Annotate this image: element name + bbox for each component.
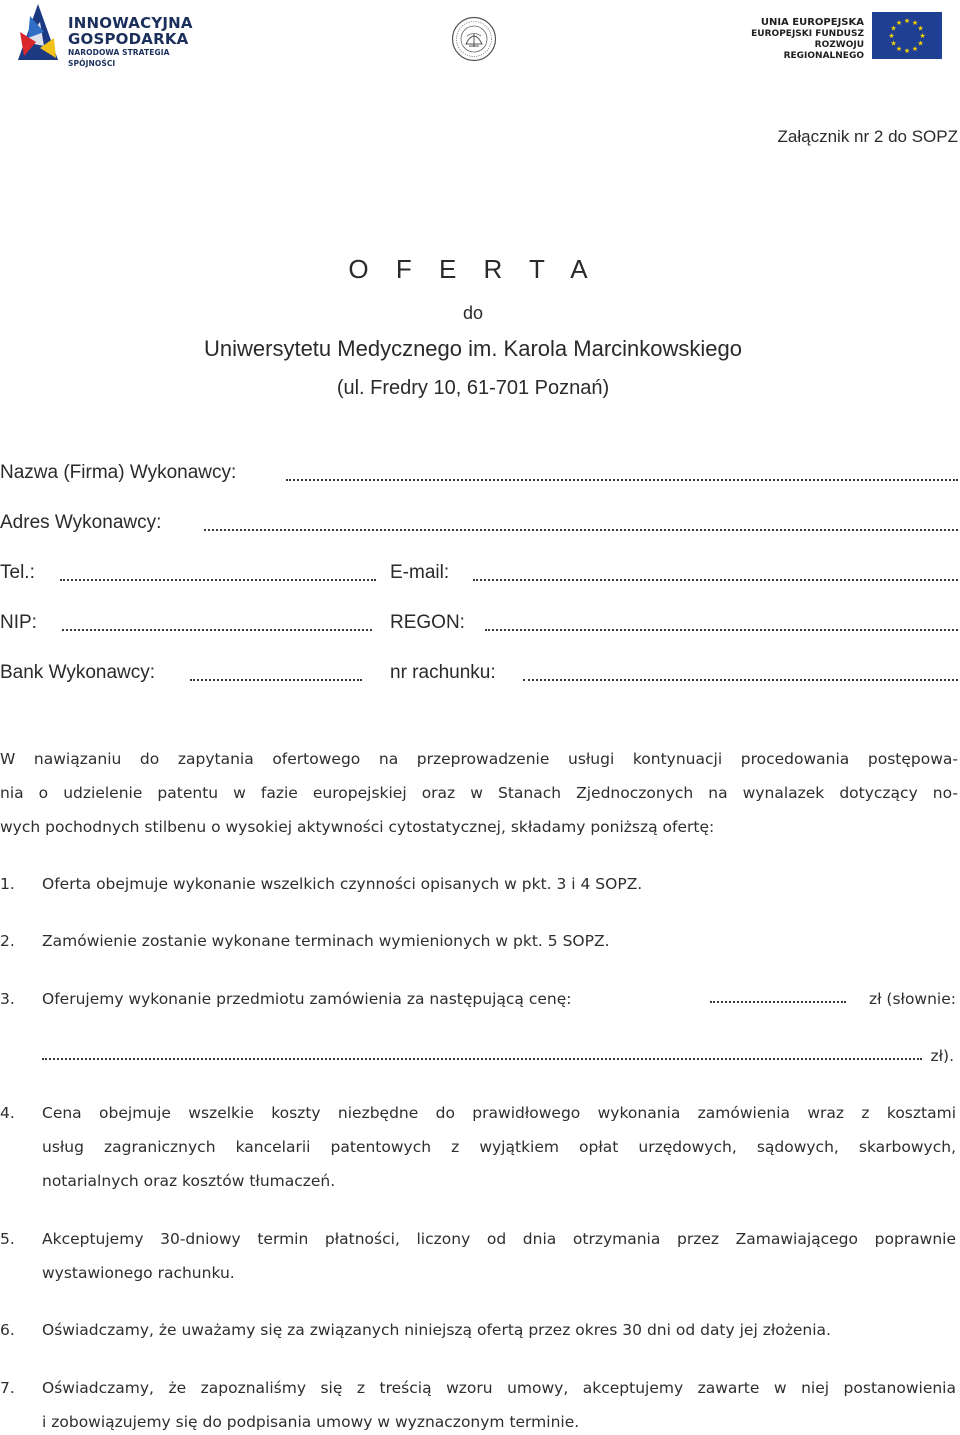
svg-text:★: ★ (911, 45, 919, 53)
regon-label: REGON: (390, 612, 465, 633)
bank-label: Bank Wykonawcy: (0, 662, 156, 683)
svg-text:★: ★ (895, 45, 903, 53)
intro-paragraph (0, 742, 958, 844)
university-address: (ul. Fredry 10, 61-701 Poznań) (336, 377, 610, 399)
ig-logo-line1: INNOWACYJNA (68, 14, 193, 32)
account-number-label: nr rachunku: (390, 662, 496, 683)
item-text: Oferujemy wykonanie przedmiotu zamówienia za następującą cenę: (42, 990, 572, 1008)
email-label: E-mail: (390, 562, 450, 583)
svg-text:★: ★ (911, 19, 919, 27)
item-number: 3. (0, 990, 15, 1008)
item-number: 4. (0, 1104, 15, 1122)
item-number: 6. (0, 1321, 15, 1339)
svg-text:★: ★ (903, 17, 911, 25)
svg-text:★: ★ (917, 39, 924, 48)
nip-label: NIP: (0, 612, 37, 633)
item-text: i zobowiązujemy się do podpisania umowy w wyznaczonym terminie. (42, 1413, 580, 1431)
svg-text:★: ★ (890, 24, 897, 33)
nip-field[interactable] (62, 628, 372, 631)
item-text: Cena obejmuje wszelkie koszty niezbędne do prawidłowego wykonania zamówienia wraz z kosztami (42, 1104, 956, 1122)
title-do: do (462, 303, 484, 323)
contractor-name-field[interactable] (286, 478, 958, 481)
item-text: Oferta obejmuje wykonanie wszelkich czynności opisanych w pkt. 3 i 4 SOPZ. (42, 875, 643, 893)
intro-line: wych pochodnych stilbenu o wysokiej aktywności cytostatycznej, składamy poniższą ofertę: (0, 818, 715, 836)
contractor-address-label: Adres Wykonawcy: (0, 512, 162, 533)
university-name: Uniwersytetu Medycznego im. Karola Marcinkowskiego (204, 336, 742, 361)
svg-text:★: ★ (888, 32, 895, 40)
innowacyjna-gospodarka-logo (14, 2, 204, 68)
account-number-field[interactable] (523, 678, 958, 681)
eu-logo-line3: ROZWOJU REGIONALNEGO (783, 40, 864, 61)
email-field[interactable] (473, 578, 958, 581)
page-header (0, 0, 960, 70)
price-currency-close: zł). (930, 1047, 954, 1065)
item-text: Oświadczamy, że zapoznaliśmy się z treścią wzoru umowy, akceptujemy zawarte w niej postanowienia (42, 1379, 956, 1397)
intro-line: nia o udzielenie patentu w fazie europejskiej oraz w Stanach Zjednoczonych na wynalazek dotyczący no- (0, 784, 958, 802)
svg-text:★: ★ (890, 39, 897, 48)
price-words-label: zł (słownie: (868, 990, 956, 1008)
svg-text:★: ★ (917, 24, 924, 33)
university-seal-icon (451, 16, 497, 62)
eu-fund-logo (742, 12, 944, 60)
contractor-address-field[interactable] (204, 528, 958, 531)
item-text: Akceptujemy 30-dniowy termin płatności, liczony od dnia otrzymania przez Zamawiającego poprawnie (42, 1230, 956, 1248)
item-number: 2. (0, 932, 15, 950)
eu-logo-line1: UNIA EUROPEJSKA (760, 17, 864, 28)
item-text: notarialnych oraz kosztów tłumaczeń. (42, 1172, 336, 1190)
innowacyjna-gospodarka-emblem (14, 2, 62, 62)
price-field[interactable] (710, 1000, 846, 1003)
tel-field[interactable] (60, 578, 376, 581)
item-text: usług zagranicznych kancelarii patentowych z wyjątkiem opłat urzędowych, sądowych, skarbowych, (42, 1138, 956, 1156)
contractor-name-label: Nazwa (Firma) Wykonawcy: (0, 462, 237, 483)
attachment-label: Załącznik nr 2 do SOPZ (777, 127, 958, 146)
bank-field[interactable] (190, 678, 362, 681)
item-number: 1. (0, 875, 15, 893)
intro-line: W nawiązaniu do zapytania ofertowego na przeprowadzenie usługi kontynuacji procedowania postępowa- (0, 750, 958, 768)
regon-field[interactable] (485, 628, 958, 631)
svg-text:★: ★ (903, 47, 911, 55)
item-text: Zamówienie zostanie wykonane terminach wymienionych w pkt. 5 SOPZ. (42, 932, 610, 950)
eu-flag-icon (872, 12, 942, 59)
item-number: 7. (0, 1379, 15, 1397)
tel-label: Tel.: (0, 562, 35, 583)
offer-title: O F E R T A (348, 254, 598, 284)
svg-text:★: ★ (895, 19, 903, 27)
item-text: wystawionego rachunku. (42, 1264, 235, 1282)
price-words-field[interactable] (42, 1057, 922, 1060)
item-text: Oświadczamy, że uważamy się za związanych niniejszą ofertą przez okres 30 dni od daty jej złożenia. (42, 1321, 831, 1339)
ig-logo-line3: NARODOWA STRATEGIA SPÓJNOŚCI (68, 48, 170, 68)
svg-text:★: ★ (919, 32, 926, 40)
ig-logo-line2: GOSPODARKA (68, 30, 189, 48)
eu-logo-line2: EUROPEJSKI FUNDUSZ (751, 29, 864, 39)
item-number: 5. (0, 1230, 15, 1248)
